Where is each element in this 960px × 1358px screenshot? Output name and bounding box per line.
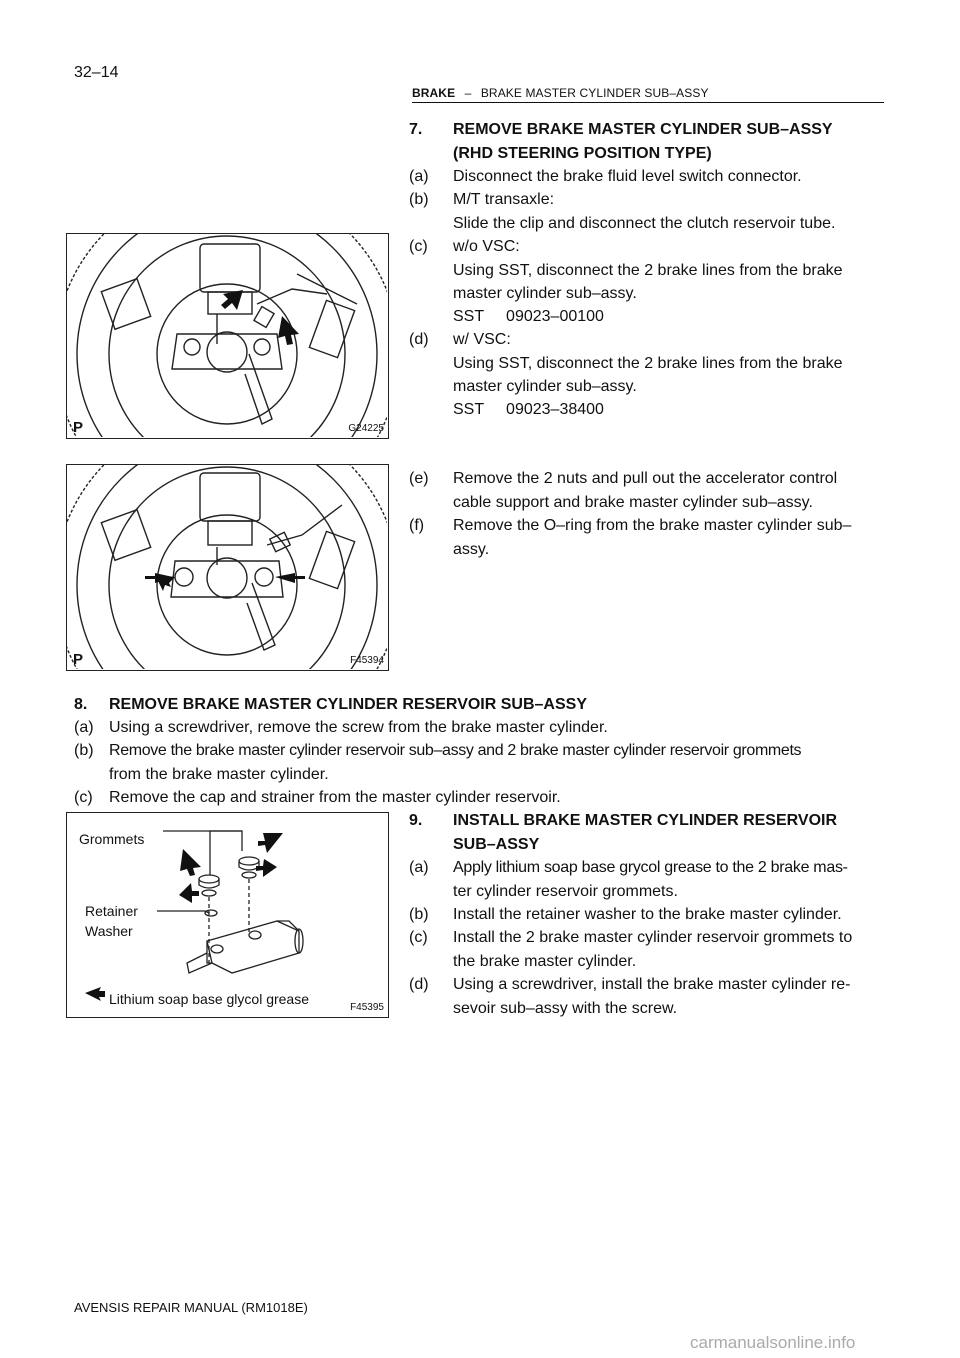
step8-title-text: REMOVE BRAKE MASTER CYLINDER RESERVOIR SUB–ASSY xyxy=(109,696,587,713)
figure-f45394 xyxy=(66,464,389,671)
figure-p-mark: P xyxy=(73,419,84,436)
step7-b-line1: M/T transaxle: xyxy=(453,191,555,208)
step8-c-label: (c) xyxy=(74,789,93,806)
figure-g24225 xyxy=(66,233,389,439)
step7-e-line2: cable support and brake master cylinder sub–assy. xyxy=(453,493,813,511)
step7-c-label: (c) xyxy=(409,238,428,255)
step9-b-label: (b) xyxy=(409,906,429,923)
footer: AVENSIS REPAIR MANUAL (RM1018E) xyxy=(74,1300,308,1315)
label-retainer: Retainer xyxy=(85,903,138,919)
step8-c-text: Remove the cap and strainer from the master cylinder reservoir. xyxy=(109,789,561,806)
header-section: BRAKE xyxy=(412,86,456,100)
step8-b-line2: from the brake master cylinder. xyxy=(109,765,329,783)
step7-d-line3: master cylinder sub–assy. xyxy=(453,378,637,395)
step7-f-label: (f) xyxy=(409,517,425,534)
step7-title-line2: (RHD STEERING POSITION TYPE) xyxy=(453,144,712,162)
figure-f45395 xyxy=(66,812,389,1018)
header-subsection: BRAKE MASTER CYLINDER SUB–ASSY xyxy=(480,86,709,100)
step7-c-line2: Using SST, disconnect the 2 brake lines from the brake xyxy=(453,261,843,279)
watermark: carmanualsonline.info xyxy=(690,1333,856,1352)
step7-e-label: (e) xyxy=(409,470,429,487)
step8-number: 8. xyxy=(74,696,88,713)
step9-a-line2: ter cylinder reservoir grommets. xyxy=(453,882,678,900)
step7-d-sst: SST 09023–38400 xyxy=(453,401,604,418)
step7-d-line2: Using SST, disconnect the 2 brake lines from the brake xyxy=(453,354,843,372)
legend-grease: Lithium soap base glycol grease xyxy=(109,991,310,1007)
step8-b-label: (b) xyxy=(74,742,94,759)
step9-c-label: (c) xyxy=(409,929,428,946)
page-number: 32–14 xyxy=(74,64,119,81)
step7-b-line2: Slide the clip and disconnect the clutch reservoir tube. xyxy=(453,214,836,232)
step8-b-line1: Remove the brake master cylinder reservoir sub–assy and 2 brake master cylinder reservoir grommets xyxy=(109,742,802,759)
step7-d-label: (d) xyxy=(409,331,429,348)
step9-title-line2: SUB–ASSY xyxy=(453,835,540,853)
figure-p-mark: P xyxy=(73,651,84,668)
step7-c-line3: master cylinder sub–assy. xyxy=(453,285,637,302)
step7-a-text: Disconnect the brake fluid level switch connector. xyxy=(453,168,802,185)
step9-a-label: (a) xyxy=(409,859,429,876)
step9-d-line1: Using a screwdriver, install the brake master cylinder re- xyxy=(453,976,851,993)
step8-a-label: (a) xyxy=(74,719,94,736)
step7-c-sst: SST 09023–00100 xyxy=(453,308,604,325)
step7-title-line1: REMOVE BRAKE MASTER CYLINDER SUB–ASSY xyxy=(453,121,833,138)
step9-b-text: Install the retainer washer to the brake master cylinder. xyxy=(453,906,842,923)
step9-a-line1: Apply lithium soap base grycol grease to the 2 brake mas- xyxy=(453,859,848,876)
step7-number: 7. xyxy=(409,121,423,138)
step7-a-label: (a) xyxy=(409,168,429,185)
step9-c-line1: Install the 2 brake master cylinder reservoir grommets to xyxy=(453,929,853,946)
step9-title-line1: INSTALL BRAKE MASTER CYLINDER RESERVOIR xyxy=(453,812,838,829)
step8-a-text: Using a screwdriver, remove the screw from the brake master cylinder. xyxy=(109,719,608,736)
step7-b-label: (b) xyxy=(409,191,429,208)
header-rule xyxy=(412,102,884,103)
step9-number: 9. xyxy=(409,812,423,829)
running-header xyxy=(412,86,709,100)
master-cylinder-illustration-2 xyxy=(67,465,387,669)
step7-f-line1: Remove the O–ring from the brake master cylinder sub– xyxy=(453,517,852,534)
step9-d-label: (d) xyxy=(409,976,429,993)
header-separator: – xyxy=(464,86,472,100)
step7-d-line1: w/ VSC: xyxy=(453,331,511,348)
figure-id: G24225 xyxy=(348,423,384,434)
label-grommets: Grommets xyxy=(79,831,145,847)
step7-e-line1: Remove the 2 nuts and pull out the accelerator control xyxy=(453,470,838,487)
figure-id: F45395 xyxy=(350,1002,384,1013)
step9-c-line2: the brake master cylinder. xyxy=(453,952,637,970)
step7-c-line1: w/o VSC: xyxy=(453,238,520,255)
figure-id: F45394 xyxy=(350,655,384,666)
step7-f-line2: assy. xyxy=(453,540,490,558)
label-washer: Washer xyxy=(85,923,133,939)
master-cylinder-illustration-1 xyxy=(67,234,387,437)
step9-d-line2: sevoir sub–assy with the screw. xyxy=(453,999,678,1017)
